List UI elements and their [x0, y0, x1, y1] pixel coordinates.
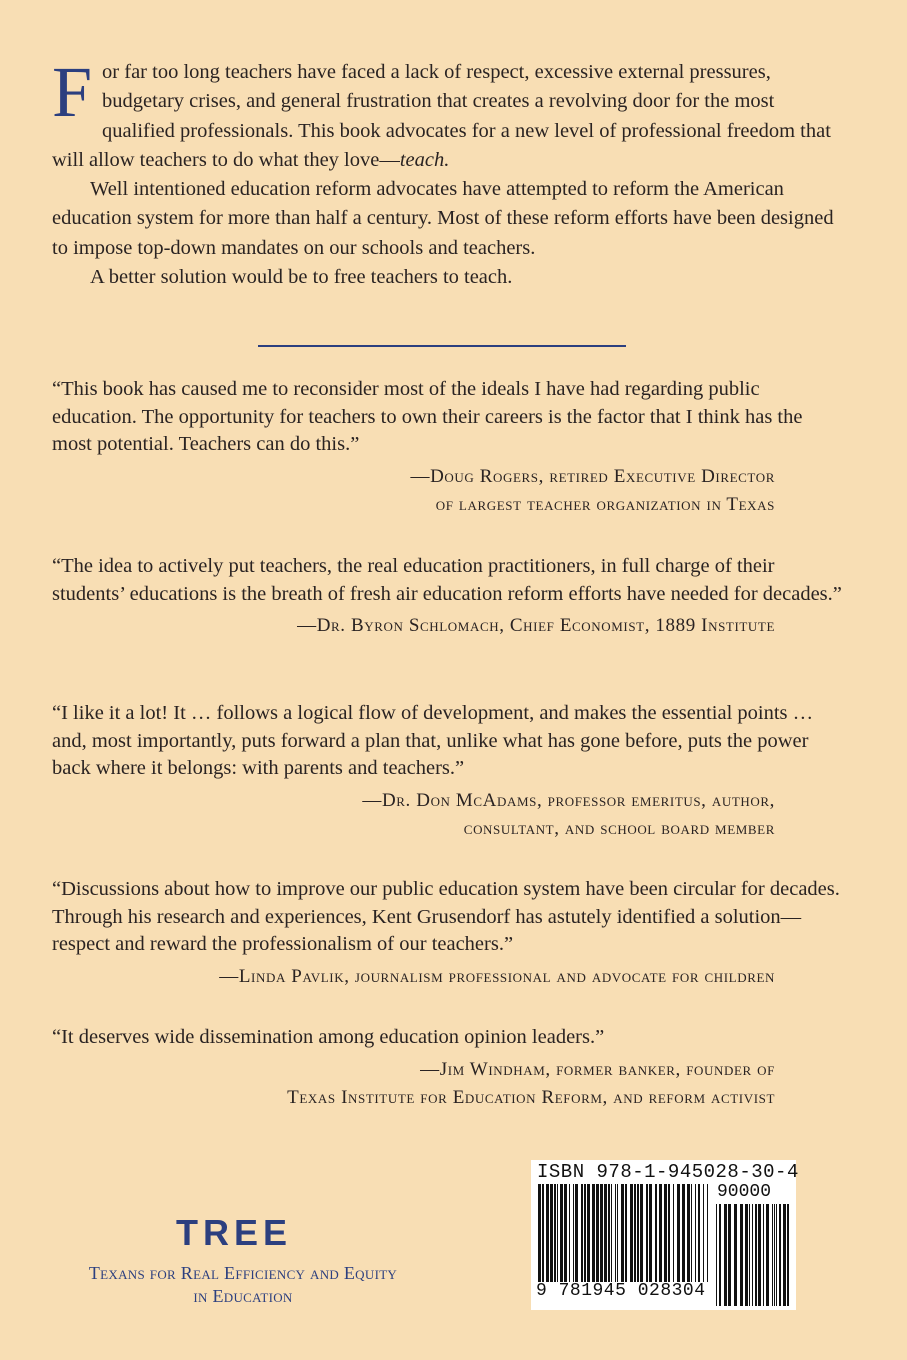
barcode-bar [673, 1184, 674, 1282]
barcode-bar [538, 1184, 541, 1282]
blurb-paragraph-1 [52, 52, 842, 175]
attribution-line: —Linda Pavlik, journalism professional and advocate for children [219, 965, 775, 987]
endorsement-quote-3 [52, 700, 842, 843]
barcode-bar [649, 1184, 652, 1282]
blurb-emphasis: teach. [399, 148, 450, 171]
barcode-bar [542, 1184, 544, 1282]
barcode-bar [728, 1204, 731, 1306]
barcode-bar [569, 1184, 570, 1282]
quote-attribution [52, 787, 842, 843]
barcode-bar [550, 1184, 553, 1282]
quote-text: “I like it a lot! It … follows a logical flow of development, and makes the essential points … and, most importantly, puts forward a plan that, unlike what has gone before, puts the power back where it belongs: with parents and teachers.” [52, 702, 814, 779]
barcode-bar [557, 1184, 558, 1282]
barcode-bar [615, 1184, 616, 1282]
attribution-line: consultant, and school board member [463, 817, 775, 839]
barcode-bar [587, 1184, 590, 1282]
barcode-bar [716, 1204, 717, 1306]
attribution-line: —Dr. Byron Schlomach, Chief Economist, 1889 Institute [297, 615, 775, 636]
barcode-bar [763, 1204, 764, 1306]
barcode-bar [630, 1184, 633, 1282]
quote-text: “It deserves wide dissemination among education opinion leaders.” [52, 1026, 605, 1048]
quote-attribution [52, 963, 842, 991]
barcode-bar [682, 1184, 685, 1282]
isbn-barcode [531, 1160, 799, 1310]
barcode-bar [554, 1184, 556, 1282]
quote-attribution [52, 1056, 842, 1112]
price-code: 90000 [717, 1182, 772, 1202]
barcode-bar [664, 1184, 667, 1282]
barcode-bar [646, 1184, 648, 1282]
attribution-line: —Jim Windham, former banker, founder of [420, 1058, 775, 1080]
attribution-line: of largest teacher organization in Texas [435, 493, 775, 515]
barcode-bar [640, 1184, 643, 1282]
blurb-paragraph-2: Well intentioned education reform advocates have attempted to reform the American education system for more than half a century. Most of these reform efforts have been designed to impose top-down mandates on our schools and teachers. [52, 178, 834, 259]
attribution-line: —Doug Rogers, retired Executive Director [410, 465, 775, 487]
barcode-bar [655, 1184, 657, 1282]
barcode-bar [707, 1184, 708, 1282]
barcode-bar [724, 1204, 727, 1306]
barcode-bar [758, 1204, 761, 1306]
barcode-bar [604, 1184, 607, 1282]
barcode-bar [581, 1184, 583, 1282]
quote-attribution [52, 612, 842, 640]
endorsement-quote-1 [52, 376, 842, 519]
barcode-bar [634, 1184, 636, 1282]
barcode-bar [546, 1184, 549, 1282]
barcode-bar [600, 1184, 603, 1282]
publisher-name-line: in Education [193, 1286, 293, 1306]
attribution-line: —Dr. Don McAdams, professor emeritus, author, [362, 789, 775, 811]
addon-bars [715, 1204, 789, 1306]
endorsement-quote-2 [52, 553, 842, 640]
barcode-bar [584, 1184, 586, 1282]
barcode-bar [560, 1184, 563, 1282]
barcode-bar [659, 1184, 662, 1282]
barcode-bar [745, 1204, 748, 1306]
ean13-bars [537, 1184, 709, 1282]
back-cover-blurb [52, 52, 842, 292]
barcode-bar [779, 1204, 781, 1306]
barcode-bar [766, 1204, 769, 1306]
publisher-name-line: Texans for Real Efficiency and Equity [88, 1263, 398, 1283]
barcode-bar [703, 1184, 704, 1282]
quote-text: “This book has caused me to reconsider most of the ideals I have had regarding public education. The opportunity for teachers to own their careers is the factor that I think has the most potential. Teachers can do this.” [52, 378, 803, 455]
drop-cap: F [52, 52, 93, 132]
divider-rule [258, 345, 626, 347]
barcode-bar [668, 1184, 670, 1282]
barcode-bar [677, 1184, 680, 1282]
quote-attribution [52, 463, 842, 519]
barcode-bar [752, 1204, 753, 1306]
barcode-bar [625, 1184, 627, 1282]
barcode-bar [783, 1204, 786, 1306]
barcode-bar [772, 1204, 773, 1306]
barcode-bar [719, 1204, 721, 1306]
endorsement-quote-4 [52, 876, 842, 991]
barcode-bar [774, 1204, 775, 1306]
barcode-bar [596, 1184, 599, 1282]
barcode-bar [687, 1184, 690, 1282]
barcode-bar [787, 1204, 789, 1306]
publisher-logo: TREE [176, 1212, 293, 1253]
barcode-digits: 9 781945 028304 [536, 1281, 706, 1301]
barcode-bar [592, 1184, 595, 1282]
publisher-name [68, 1262, 418, 1308]
barcode-bar [734, 1204, 737, 1306]
blurb-text-1: or far too long teachers have faced a lack of respect, excessive external pressures, budgetary crises, and general frustration that creates a revolving door for the most qualified professionals. This book advocates for a new level of professional freedom that will allow teachers to do what they love— [52, 61, 831, 171]
barcode-bar [695, 1184, 696, 1282]
isbn-label: ISBN 978-1-945028-30-4 [537, 1161, 799, 1183]
barcode-bar [698, 1184, 700, 1282]
barcode-bar [776, 1204, 777, 1306]
barcode-bar [573, 1184, 574, 1282]
endorsement-quote-5 [52, 1024, 842, 1112]
barcode-bar [691, 1184, 692, 1282]
barcode-bar [564, 1184, 567, 1282]
quote-text: “Discussions about how to improve our public education system have been circular for decades. Through his research and experiences, Kent Grusendorf has astutely identified a solution—respect and reward the professionalism of our teachers.” [52, 878, 840, 955]
attribution-line: Texas Institute for Education Reform, and reform activist [287, 1086, 775, 1108]
quote-text: “The idea to actively put teachers, the real education practitioners, in full charge of their students’ educations is the breath of fresh air education reform efforts have needed for decades.” [52, 555, 842, 605]
barcode-bar [749, 1204, 750, 1306]
barcode-bar [575, 1184, 578, 1282]
barcode-bar [755, 1204, 757, 1306]
blurb-paragraph-3: A better solution would be to free teachers to teach. [90, 266, 513, 289]
barcode-bar [740, 1204, 743, 1306]
barcode-bar [611, 1184, 612, 1282]
barcode-bar [621, 1184, 624, 1282]
barcode-bar [617, 1184, 618, 1282]
barcode-bar [637, 1184, 639, 1282]
barcode-bar [608, 1184, 610, 1282]
